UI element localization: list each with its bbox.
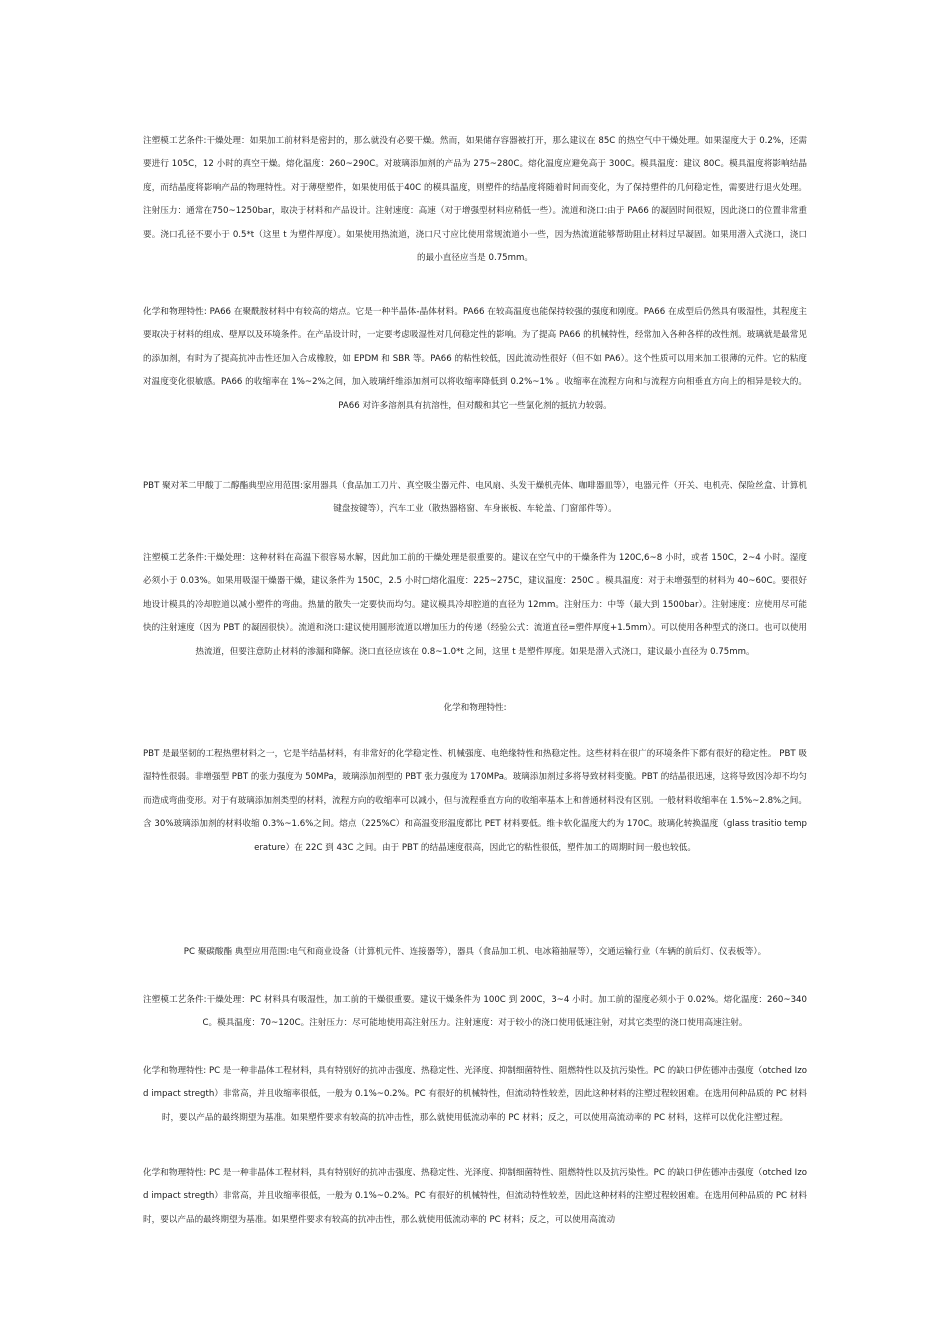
paragraph-pc-molding-conditions: 注塑模工艺条件:干燥处理：PC 材料具有吸湿性，加工前的干燥很重要。建议干燥条件为 100C 到 200C，3~4 小时。加工前的湿度必须小于 0.02%。熔化温度：260~340C。模具温度：70~120C。注射压力：尽可能地使用高注射压力。注射速度：对于较小的浇口使用低速注射，对其它类型的浇口使用高速注射。	[143, 994, 807, 1029]
paragraph-pc-applications: PC 聚碳酸酯 典型应用范围:电气和商业设备（计算机元件、连接器等），器具（食品加工机、电冰箱抽屉等），交通运输行业（车辆的前后灯、仪表板等）。	[183, 946, 767, 957]
paragraph-pc-properties: 化学和物理特性: PC 是一种非晶体工程材料，具有特别好的抗冲击强度、热稳定性、光泽度、抑制细菌特性、阻燃特性以及抗污染性。PC 的缺口伊佐德冲击强度（otched Izod impact stregth）非常高，并且收缩率很低，一般为 0.1%~0.2%。PC 有很好的机械特性，但流动特性较差，因此这种材料的注塑过程较困难。在选用何种品质的 PC 材料时，要以产品的最终期望为基准。如果塑件要求有较高的抗冲击性，那么就使用低流动率的 PC 材料；反之，可以使用高流动率的 PC 材料，这样可以优化注塑过程。	[143, 1065, 807, 1123]
paragraph-pbt-molding-conditions: 注塑模工艺条件:干燥处理：这种材料在高温下很容易水解，因此加工前的干燥处理是很重要的。建议在空气中的干燥条件为 120C,6~8 小时，或者 150C，2~4 小时。湿度必须小于 0.03%。如果用吸湿干燥器干燥，建议条件为 150C，2.5 小时□熔化温度：225~275C，建议温度：250C 。模具温度：对于未增强型的材料为 40~60C。要很好地设计模具的冷却腔道以减小塑件的弯曲。热量的散失一定要快而均匀。建议模具冷却腔道的直径为 12mm。注射压力：中等（最大到 1500bar）。注射速度：应使用尽可能快的注射速度（因为 PBT 的凝固很快）。流道和浇口:建议使用圆形流道以增加压力的传递（经验公式：流道直径=塑件厚度+1.5mm）。可以使用各种型式的浇口。也可以使用热流道，但要注意防止材料的渗漏和降解。浇口直径应该在 0.8~1.0*t 之间，这里 t 是塑件厚度。如果是潜入式浇口，建议最小直径为 0.75mm。	[143, 552, 807, 657]
paragraph-pbt-applications: PBT 聚对苯二甲酸丁二醇酯典型应用范围:家用器具（食品加工刀片、真空吸尘器元件、电风扇、头发干燥机壳体、咖啡器皿等），电器元件（开关、电机壳、保险丝盒、计算机键盘按键等），汽车工业（散热器格窗、车身嵌板、车轮盖、门窗部件等）。	[143, 480, 807, 515]
paragraph-pa66-molding-conditions: 注塑模工艺条件:干燥处理：如果加工前材料是密封的，那么就没有必要干燥。然而，如果储存容器被打开，那么建议在 85C 的热空气中干燥处理。如果湿度大于 0.2%，还需要进行 105C，12 小时的真空干燥。熔化温度：260~290C。对玻璃添加剂的产品为 275~280C。熔化温度应避免高于 300C。模具温度：建议 80C。模具温度将影响结晶度，而结晶度将影响产品的物理特性。对于薄壁塑件，如果使用低于40C 的模具温度，则塑件的结晶度将随着时间而变化，为了保持塑件的几何稳定性，需要进行退火处理。注射压力：通常在750~1250bar，取决于材料和产品设计。注射速度：高速（对于增强型材料应稍低一些）。流道和浇口:由于 PA66 的凝固时间很短，因此浇口的位置非常重要。浇口孔径不要小于 0.5*t（这里 t 为塑件厚度）。如果使用热流道，浇口尺寸应比使用常规流道小一些，因为热流道能够帮助阻止材料过早凝固。如果用潜入式浇口，浇口的最小直径应当是 0.75mm。	[143, 135, 807, 264]
paragraph-pbt-properties: PBT 是最坚韧的工程热塑材料之一，它是半结晶材料，有非常好的化学稳定性、机械强度、电绝缘特性和热稳定性。这些材料在很广的环境条件下都有很好的稳定性。 PBT 吸湿特性很弱。非增强型 PBT 的张力强度为 50MPa，玻璃添加剂型的 PBT 张力强度为 170MPa。玻璃添加剂过多将导致材料变脆。PBT 的结晶很迅速，这将导致因冷却不均匀而造成弯曲变形。对于有玻璃添加剂类型的材料，流程方向的收缩率可以减小，但与流程垂直方向的收缩率基本上和普通材料没有区别。一般材料收缩率在 1.5%~2.8%之间。含 30%玻璃添加剂的材料收缩 0.3%~1.6%之间。熔点（225%C）和高温变形温度都比 PET 材料要低。维卡软化温度大约为 170C。玻璃化转换温度（glass trasitio temperature）在 22C 到 43C 之间。由于 PBT 的结晶速度很高，因此它的粘性很低，塑件加工的周期时间一般也较低。	[143, 748, 807, 853]
paragraph-pa66-properties: 化学和物理特性: PA66 在聚酰胺材料中有较高的熔点。它是一种半晶体-晶体材料。PA66 在较高温度也能保持较强的强度和刚度。PA66 在成型后仍然具有吸湿性，其程度主要取决于材料的组成、壁厚以及环境条件。在产品设计时，一定要考虑吸湿性对几何稳定性的影响。为了提高 PA66 的机械特性，经常加入各种各样的改性剂。玻璃就是最常见的添加剂，有时为了提高抗冲击性还加入合成橡胶，如 EPDM 和 SBR 等。PA66 的粘性较低，因此流动性很好（但不如 PA6）。这个性质可以用来加工很薄的元件。它的粘度对温度变化很敏感。PA66 的收缩率在 1%~2%之间，加入玻璃纤维添加剂可以将收缩率降低到 0.2%~1% 。收缩率在流程方向和与流程方向相垂直方向上的相异是较大的。 PA66 对许多溶剂具有抗溶性，但对酸和其它一些氯化剂的抵抗力较弱。	[143, 306, 807, 411]
heading-pbt-properties: 化学和物理特性:	[443, 702, 507, 713]
paragraph-pc-properties-repeat: 化学和物理特性: PC 是一种非晶体工程材料，具有特别好的抗冲击强度、热稳定性、光泽度、抑制细菌特性、阻燃特性以及抗污染性。PC 的缺口伊佐德冲击强度（otched Izod impact stregth）非常高，并且收缩率很低，一般为 0.1%~0.2%。PC 有很好的机械特性，但流动特性较差，因此这种材料的注塑过程较困难。在选用何种品质的 PC 材料时，要以产品的最终期望为基准。如果塑件要求有较高的抗冲击性，那么就使用低流动率的 PC 材料；反之，可以使用高流动	[143, 1167, 807, 1225]
